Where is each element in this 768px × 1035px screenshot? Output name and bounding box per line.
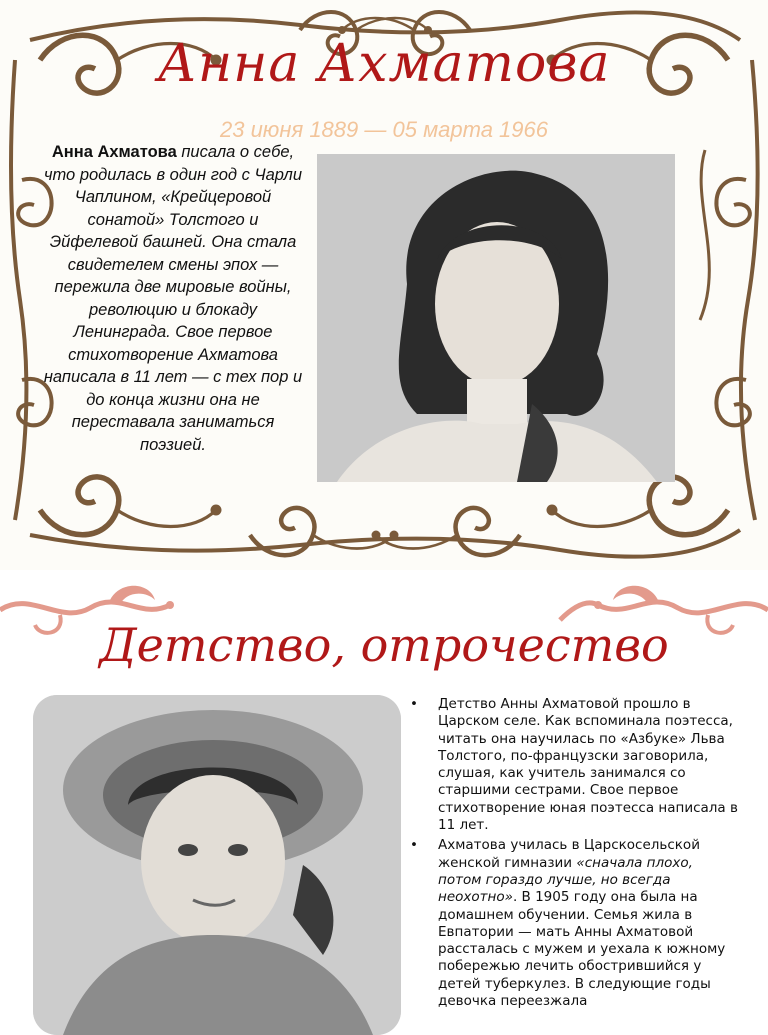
bullet-quote: «сначала плохо, потом гораздо лучше, но всегда неохотно» xyxy=(438,854,693,906)
bullet-icon: • xyxy=(410,696,418,712)
list-item xyxy=(408,696,738,834)
biography-text xyxy=(42,141,304,456)
slide-childhood xyxy=(0,570,768,1024)
bullet-list xyxy=(408,696,738,1013)
bio-body: писала о себе, что родилась в один год с Чарли Чаплином, «Крейцеровой сонатой» Толстого и Эйфелевой башней. Она стала свидетелем смены эпох — пережила две мировые войны, революцию и блокаду Ленинграда. Свое первое стихотворение Ахматова написала в 11 лет — с тех пор и до конца жизни она не переставала заниматься поэзией. xyxy=(43,143,303,454)
page-title: Анна Ахматова xyxy=(157,34,611,94)
child-silhouette xyxy=(33,695,401,1035)
section-title: Детство, отрочество xyxy=(99,618,669,672)
portrait-photo-child xyxy=(33,695,401,1035)
portrait-silhouette xyxy=(317,154,675,482)
life-dates: 23 июня 1889 — 05 марта 1966 xyxy=(219,117,548,142)
bullet-text-2b: . В 1905 году она была на домашнем обучении. Семья жила в Евпатории — мать Анны Ахматовой рассталась с мужем и уехала к южному побережью лечить обострившийся у детей туберкулез. В следующие годы девочка переезжала xyxy=(438,889,726,1010)
bio-name: Анна Ахматова xyxy=(51,143,177,161)
portrait-photo-adult xyxy=(317,154,675,482)
bullet-text-2a: Ахматова училась в Царскосельской женской гимназии xyxy=(438,837,700,871)
list-item xyxy=(408,837,738,1010)
bullet-text-1: Детство Анны Ахматовой прошло в Царском селе. Как вспоминала поэтесса, читать она научилась по «Азбуке» Льва Толстого, по-французски заговорила, слушая, как учитель занимался со старшими сестрами. Свое первое стихотворение юная поэтесса написала в 11 лет. xyxy=(438,696,738,834)
bullet-icon: • xyxy=(410,837,418,854)
